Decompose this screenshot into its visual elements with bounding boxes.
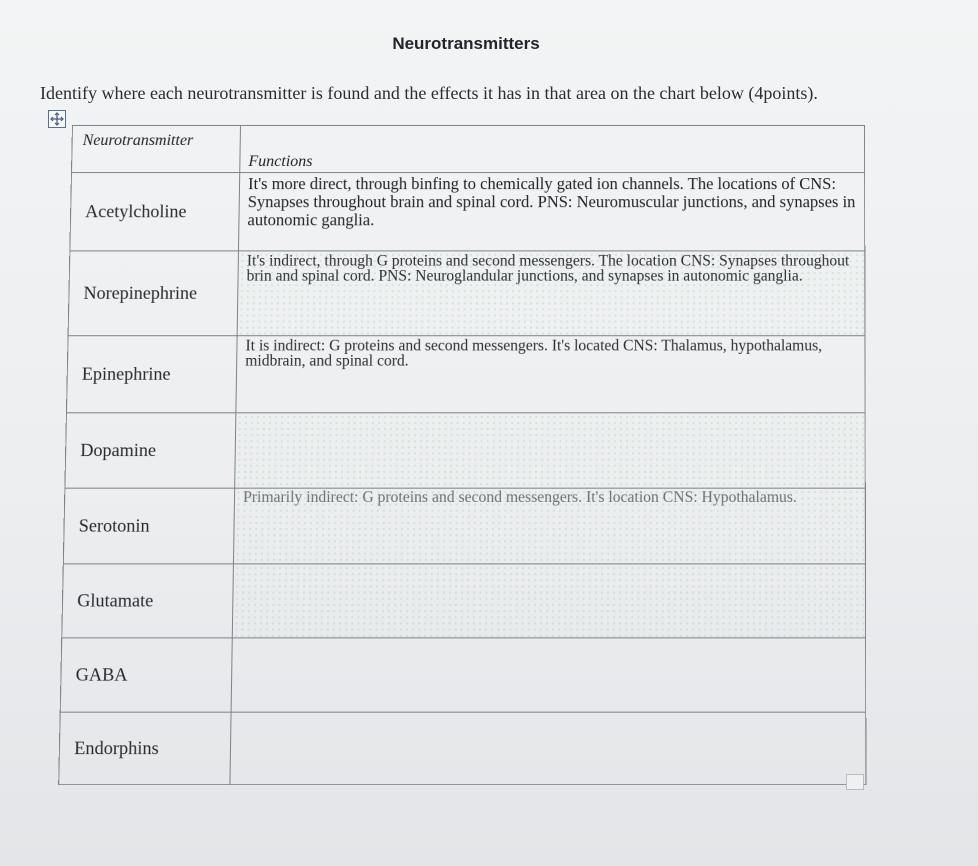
table-row <box>65 413 865 488</box>
header-functions[interactable]: Functions <box>240 125 865 172</box>
functions-cell-epinephrine[interactable]: It is indirect: G proteins and second messengers. It's located CNS: Thalamus, hypothalamus, midbrain, and spinal cord. <box>236 336 865 413</box>
name-cell-gaba[interactable]: GABA <box>60 638 232 712</box>
name-cell-norepinephrine[interactable]: Norepinephrine <box>68 251 238 336</box>
table-row <box>63 488 865 564</box>
functions-cell-endorphins[interactable] <box>230 712 866 785</box>
table-row <box>59 712 866 785</box>
table-move-handle-icon[interactable] <box>48 110 66 128</box>
instructions-text: Identify where each neurotransmitter is found and the effects it has in that area on the chart below (4points). <box>40 83 818 103</box>
name-cell-glutamate[interactable]: Glutamate <box>62 564 234 638</box>
name-cell-epinephrine[interactable]: Epinephrine <box>66 336 237 413</box>
table-row <box>66 336 865 413</box>
functions-cell-acetylcholine[interactable]: It's more direct, through binfing to chemically gated ion channels. The locations of CNS: Synapses throughout brain and spinal cord. PNS: Neuromuscular junctions, and synapses in autonomic ganglia. <box>238 173 864 251</box>
functions-cell-gaba[interactable] <box>231 638 866 712</box>
header-neurotransmitter[interactable]: Neurotransmitter <box>72 125 241 172</box>
name-cell-endorphins[interactable]: Endorphins <box>59 712 231 785</box>
functions-cell-norepinephrine[interactable]: It's indirect, through G proteins and second messengers. The location CNS: Synapses throughout brin and spinal cord. PNS: Neuroglandular junctions, and synapses in autonomic ganglia. <box>237 251 865 336</box>
table-resize-handle-icon[interactable] <box>846 774 864 790</box>
table-row <box>62 564 866 638</box>
neurotransmitter-table <box>58 125 866 785</box>
functions-cell-glutamate[interactable] <box>232 564 865 638</box>
functions-cell-serotonin[interactable]: Primarily indirect: G proteins and second messengers. It's location CNS: Hypothalamus. <box>233 488 865 564</box>
name-cell-serotonin[interactable]: Serotonin <box>63 488 234 564</box>
name-cell-acetylcholine[interactable]: Acetylcholine <box>70 173 240 251</box>
functions-cell-dopamine[interactable] <box>235 413 866 488</box>
table-row <box>60 638 866 712</box>
table-row <box>70 173 865 251</box>
table-header-row <box>72 125 865 172</box>
page-title: Neurotransmitters <box>392 34 540 53</box>
table-row <box>68 251 865 336</box>
name-cell-dopamine[interactable]: Dopamine <box>65 413 236 488</box>
